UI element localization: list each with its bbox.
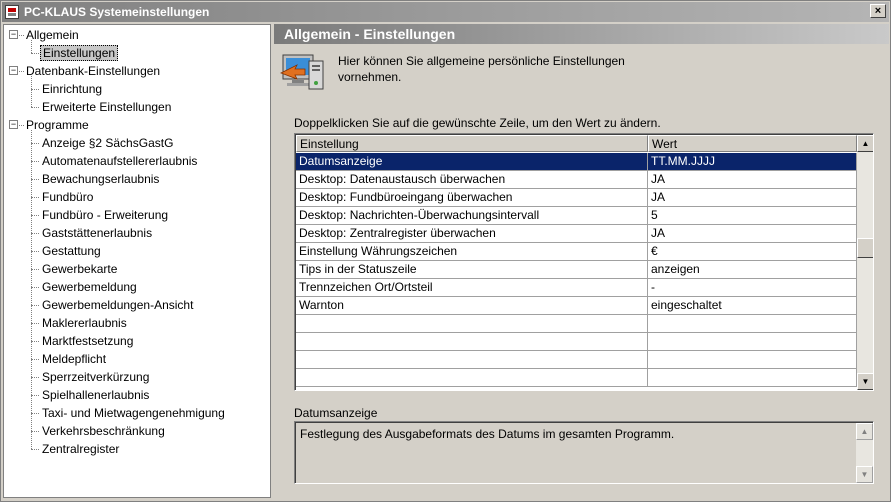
value-cell[interactable]: JA bbox=[648, 225, 857, 243]
tree-connector bbox=[31, 215, 39, 216]
value-cell[interactable] bbox=[648, 315, 857, 333]
tree-item-label: Spielhallenerlaubnis bbox=[42, 388, 150, 402]
collapse-icon[interactable]: − bbox=[10, 29, 17, 39]
tree-item[interactable] bbox=[40, 332, 135, 350]
setting-cell[interactable]: Desktop: Datenaustausch überwachen bbox=[296, 171, 648, 189]
value-cell[interactable]: - bbox=[648, 279, 857, 297]
settings-grid[interactable] bbox=[294, 133, 874, 391]
tree-item-label: Allgemein bbox=[26, 28, 79, 42]
value-cell[interactable]: anzeigen bbox=[648, 261, 857, 279]
tree-connector bbox=[31, 161, 39, 162]
description-scrollbar[interactable] bbox=[856, 423, 873, 483]
tree-item[interactable] bbox=[40, 134, 175, 152]
tree-item[interactable] bbox=[40, 386, 151, 404]
description-box bbox=[294, 421, 874, 484]
scroll-thumb[interactable] bbox=[857, 238, 874, 258]
table-row[interactable] bbox=[296, 279, 857, 297]
value-cell[interactable]: TT.MM.JJJJ bbox=[648, 153, 857, 171]
table-row[interactable] bbox=[296, 207, 857, 225]
setting-cell[interactable]: Trennzeichen Ort/Ortsteil bbox=[296, 279, 648, 297]
tree-item-label: Gewerbekarte bbox=[42, 262, 118, 276]
tree-connector bbox=[19, 71, 24, 72]
tree-connector bbox=[31, 305, 39, 306]
tree-item[interactable] bbox=[40, 98, 173, 116]
value-cell[interactable]: JA bbox=[648, 171, 857, 189]
tree-item-label: Taxi- und Mietwagengenehmigung bbox=[42, 406, 225, 420]
tree-item[interactable] bbox=[40, 260, 119, 278]
setting-cell[interactable] bbox=[296, 315, 648, 333]
tree-item-label: Maklererlaubnis bbox=[42, 316, 127, 330]
instruction-text: Doppelklicken Sie auf die gewünschte Zeile, um den Wert zu ändern. bbox=[294, 116, 661, 130]
tree-item[interactable] bbox=[24, 62, 162, 80]
tree-item-label: Erweiterte Einstellungen bbox=[42, 100, 172, 114]
collapse-icon[interactable]: − bbox=[10, 65, 17, 75]
desc-scroll-down-icon[interactable]: ▼ bbox=[856, 466, 873, 483]
tree-item[interactable] bbox=[40, 422, 167, 440]
tree-connector bbox=[19, 35, 24, 36]
tree-connector bbox=[31, 130, 32, 449]
desc-scroll-up-icon[interactable]: ▲ bbox=[856, 423, 873, 440]
tree-item[interactable] bbox=[40, 224, 154, 242]
intro-text: Hier können Sie allgemeine persönliche Einstellungen vornehmen. bbox=[338, 54, 625, 84]
tree-connector bbox=[31, 76, 32, 107]
tree-connector bbox=[31, 269, 39, 270]
pane-title: Allgemein - Einstellungen bbox=[274, 24, 889, 44]
tree-item-label: Gewerbemeldungen-Ansicht bbox=[42, 298, 194, 312]
tree-connector bbox=[31, 53, 39, 54]
setting-cell[interactable]: Desktop: Fundbüroeingang überwachen bbox=[296, 189, 648, 207]
grid-scrollbar[interactable] bbox=[857, 135, 874, 390]
tree-connector bbox=[19, 125, 24, 126]
tree-connector bbox=[31, 143, 39, 144]
grid-header bbox=[296, 135, 857, 152]
tree-item[interactable] bbox=[40, 350, 108, 368]
table-row[interactable] bbox=[296, 171, 857, 189]
value-cell[interactable]: € bbox=[648, 243, 857, 261]
tree-connector bbox=[31, 431, 39, 432]
value-cell[interactable]: JA bbox=[648, 189, 857, 207]
tree-item[interactable] bbox=[40, 170, 161, 188]
tree-connector bbox=[31, 341, 39, 342]
settings-tree[interactable] bbox=[3, 24, 271, 498]
tree-connector bbox=[31, 377, 39, 378]
table-row[interactable] bbox=[296, 189, 857, 207]
table-row[interactable] bbox=[296, 243, 857, 261]
setting-cell[interactable] bbox=[296, 333, 648, 351]
setting-cell[interactable] bbox=[296, 351, 648, 369]
table-row[interactable] bbox=[296, 261, 857, 279]
tree-item-label: Marktfestsetzung bbox=[42, 334, 134, 348]
table-row[interactable] bbox=[296, 225, 857, 243]
collapse-icon[interactable]: − bbox=[10, 119, 17, 129]
column-header-setting[interactable]: Einstellung bbox=[296, 135, 648, 152]
tree-connector bbox=[31, 233, 39, 234]
tree-item[interactable] bbox=[40, 206, 170, 224]
tree-connector bbox=[31, 323, 39, 324]
tree-item-label: Zentralregister bbox=[42, 442, 120, 456]
scroll-up-icon[interactable]: ▲ bbox=[857, 135, 874, 152]
tree-connector bbox=[31, 287, 39, 288]
tree-item-label: Bewachungserlaubnis bbox=[42, 172, 160, 186]
table-row[interactable] bbox=[296, 351, 857, 369]
tree-connector bbox=[31, 89, 39, 90]
setting-cell[interactable]: Desktop: Nachrichten-Überwachungsintervall bbox=[296, 207, 648, 225]
tree-connector bbox=[31, 395, 39, 396]
description-text: Festlegung des Ausgabeformats des Datums im gesamten Programm. bbox=[300, 427, 675, 441]
tree-item-label: Fundbüro - Erweiterung bbox=[42, 208, 169, 222]
app-icon bbox=[5, 5, 19, 19]
setting-cell[interactable]: Warnton bbox=[296, 297, 648, 315]
value-cell[interactable]: 5 bbox=[648, 207, 857, 225]
tree-item-label: Gewerbemeldung bbox=[42, 280, 137, 294]
tree-item[interactable] bbox=[24, 26, 81, 44]
tree-item[interactable] bbox=[40, 404, 227, 422]
value-cell[interactable]: eingeschaltet bbox=[648, 297, 857, 315]
tree-item-label: Gaststättenerlaubnis bbox=[42, 226, 153, 240]
title-bar[interactable] bbox=[2, 2, 889, 22]
tree-item-label: Verkehrsbeschränkung bbox=[42, 424, 165, 438]
tree-item-label: Fundbüro bbox=[42, 190, 94, 204]
tree-connector bbox=[31, 413, 39, 414]
setting-cell[interactable]: Tips in der Statuszeile bbox=[296, 261, 648, 279]
setting-cell[interactable]: Desktop: Zentralregister überwachen bbox=[296, 225, 648, 243]
tree-item[interactable] bbox=[40, 152, 199, 170]
close-button[interactable]: × bbox=[870, 4, 886, 18]
tree-item-label: Einrichtung bbox=[42, 82, 103, 96]
tree-item[interactable] bbox=[40, 296, 195, 314]
table-row[interactable] bbox=[296, 369, 857, 387]
setting-cell[interactable]: Einstellung Währungszeichen bbox=[296, 243, 648, 261]
table-row[interactable] bbox=[296, 315, 857, 333]
tree-item-label: Programme bbox=[26, 118, 89, 132]
tree-item[interactable] bbox=[24, 116, 91, 134]
value-cell[interactable] bbox=[648, 369, 857, 387]
value-cell[interactable] bbox=[648, 333, 857, 351]
tree-connector bbox=[31, 179, 39, 180]
tree-connector bbox=[31, 449, 39, 450]
tree-connector bbox=[31, 251, 39, 252]
tree-item[interactable] bbox=[40, 44, 118, 62]
table-row[interactable] bbox=[296, 297, 857, 315]
tree-connector bbox=[31, 359, 39, 360]
setting-cell[interactable] bbox=[296, 369, 648, 387]
description-label: Datumsanzeige bbox=[294, 406, 378, 420]
tree-item[interactable] bbox=[40, 80, 104, 98]
table-row[interactable] bbox=[296, 333, 857, 351]
tree-item[interactable] bbox=[40, 440, 121, 458]
value-cell[interactable] bbox=[648, 351, 857, 369]
tree-item-label: Datenbank-Einstellungen bbox=[26, 64, 161, 78]
scroll-down-icon[interactable]: ▼ bbox=[857, 373, 874, 390]
tree-item[interactable] bbox=[40, 368, 151, 386]
tree-connector bbox=[31, 107, 39, 108]
table-row[interactable] bbox=[296, 153, 857, 171]
tree-item-label: Anzeige §2 SächsGastG bbox=[42, 136, 174, 150]
tree-item[interactable] bbox=[40, 278, 139, 296]
tree-item-label: Gestattung bbox=[42, 244, 101, 258]
tree-item[interactable] bbox=[40, 188, 95, 206]
tree-item-label: Einstellungen bbox=[40, 45, 118, 61]
tree-item[interactable] bbox=[40, 314, 129, 332]
tree-item[interactable] bbox=[40, 242, 103, 260]
settings-computer-icon bbox=[279, 49, 329, 95]
tree-item-label: Sperrzeitverkürzung bbox=[42, 370, 150, 384]
setting-cell[interactable]: Datumsanzeige bbox=[296, 153, 648, 171]
tree-connector bbox=[31, 197, 39, 198]
tree-connector bbox=[31, 40, 32, 53]
tree-item-label: Meldepflicht bbox=[42, 352, 107, 366]
column-header-value[interactable]: Wert bbox=[648, 135, 857, 152]
tree-item-label: Automatenaufstellererlaubnis bbox=[42, 154, 198, 168]
window-title: PC-KLAUS Systemeinstellungen bbox=[24, 5, 210, 19]
